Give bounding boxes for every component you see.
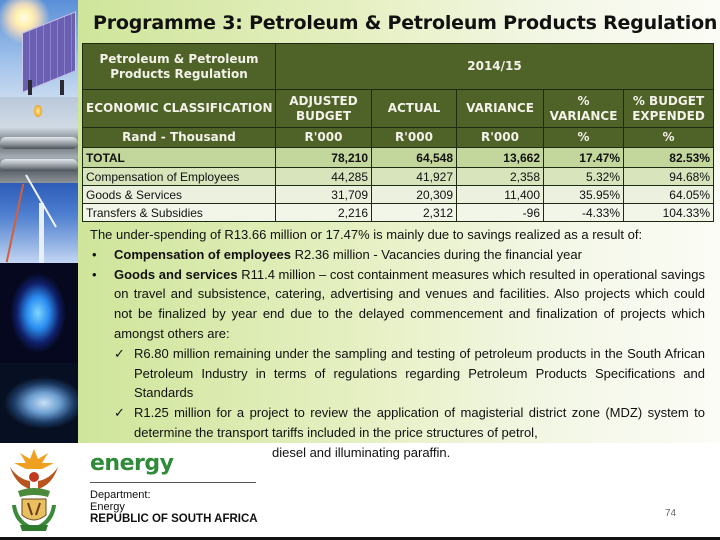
table-row: [83, 204, 714, 222]
fiscal-year-header: 2014/15: [276, 44, 714, 90]
col-header-pct-expended: % BUDGET EXPENDED: [624, 90, 714, 128]
table-corner-label: Petroleum & Petroleum Products Regulation: [83, 44, 276, 90]
solar-panel-image: [0, 0, 78, 97]
cell-adjusted-budget: 31,709: [276, 186, 372, 204]
unit-label: Rand - Thousand: [83, 128, 276, 148]
page-number: 74: [665, 508, 677, 519]
row-label: Compensation of Employees: [83, 168, 276, 186]
cell-pct-variance: -4.33%: [544, 204, 624, 222]
cell-adjusted-budget: 78,210: [276, 148, 372, 168]
cell-pct-expended: 64.05%: [624, 186, 714, 204]
col-header-actual: ACTUAL: [372, 90, 457, 128]
budget-table: [82, 43, 714, 222]
cell-pct-expended: 94.68%: [624, 168, 714, 186]
bullet-item: [90, 265, 705, 463]
wind-turbine-image: [0, 183, 78, 263]
pipeline-image: [0, 97, 78, 183]
cell-adjusted-budget: 44,285: [276, 168, 372, 186]
brand-divider: [90, 482, 256, 483]
narrative-intro: The under-spending of R13.66 million or 17.47% is mainly due to savings realized as a result of:: [90, 227, 643, 242]
department-label: Department:: [90, 489, 151, 501]
bullet-text: R11.4 million – cost containment measures which resulted in operational savings on travel and subsistence, catering, advertising and venues and facilities. Also projects which could not be finalized by year end due to the delayed commencement and finalization of projects which amongst others are:: [114, 266, 705, 341]
department-name: Energy: [90, 501, 125, 513]
bullet-item: [90, 245, 705, 265]
bullet-heading: Goods and services: [114, 266, 238, 282]
bullet-heading: Compensation of employees: [114, 246, 291, 262]
checkmark-icon: ✓: [114, 405, 125, 421]
check-text: R1.25 million for a project to review the application of magisterial district zone (MDZ) system to determine the transport tariffs included in the price structures of petrol,: [134, 405, 705, 440]
energy-bulb-image: [0, 363, 78, 443]
col-header-variance: VARIANCE: [457, 90, 544, 128]
row-label: Transfers & Subsidies: [83, 204, 276, 222]
bullet-list: [90, 245, 705, 463]
check-text: R6.80 million remaining under the sampling and testing of petroleum products in the South African Petroleum Industry in terms of regulations regarding Petroleum Products Specifications and Standards: [134, 345, 705, 401]
cell-actual: 2,312: [372, 204, 457, 222]
bullet-text: R2.36 million - Vacancies during the financial year: [290, 246, 582, 262]
unit-variance: R'000: [457, 128, 544, 148]
unit-pct-expended: %: [624, 128, 714, 148]
col-header-adjusted-budget: ADJUSTED BUDGET: [276, 90, 372, 128]
table-row: [83, 168, 714, 186]
table-row: [83, 186, 714, 204]
bullet-icon: •: [92, 246, 97, 262]
check-item: [114, 344, 705, 403]
cell-variance: 13,662: [457, 148, 544, 168]
cell-actual: 20,309: [372, 186, 457, 204]
cell-pct-variance: 35.95%: [544, 186, 624, 204]
table-row-total: [83, 148, 714, 168]
classification-header: ECONOMIC CLASSIFICATION: [83, 90, 276, 128]
cell-pct-variance: 17.47%: [544, 148, 624, 168]
check-text-last-line: diesel and illuminating paraffin.: [272, 444, 451, 460]
row-label: TOTAL: [83, 148, 276, 168]
row-label: Goods & Services: [83, 186, 276, 204]
unit-adjusted-budget: R'000: [276, 128, 372, 148]
cell-actual: 41,927: [372, 168, 457, 186]
cell-variance: -96: [457, 204, 544, 222]
check-list: [114, 344, 705, 463]
cell-variance: 11,400: [457, 186, 544, 204]
narrative: [90, 225, 705, 463]
unit-actual: R'000: [372, 128, 457, 148]
cell-variance: 2,358: [457, 168, 544, 186]
country-name: REPUBLIC OF SOUTH AFRICA: [90, 513, 258, 525]
cell-pct-variance: 5.32%: [544, 168, 624, 186]
cell-actual: 64,548: [372, 148, 457, 168]
cell-pct-expended: 104.33%: [624, 204, 714, 222]
slide-title: Programme 3: Petroleum & Petroleum Products Regulation: [93, 12, 718, 34]
gas-flame-image: [0, 263, 78, 363]
check-item: [114, 403, 705, 462]
coat-of-arms-icon: [8, 445, 60, 535]
cell-adjusted-budget: 2,216: [276, 204, 372, 222]
unit-pct-variance: %: [544, 128, 624, 148]
col-header-pct-variance: % VARIANCE: [544, 90, 624, 128]
bullet-icon: •: [92, 266, 97, 282]
cell-pct-expended: 82.53%: [624, 148, 714, 168]
brand-logo-text: energy: [90, 451, 174, 476]
left-image-strip: [0, 0, 78, 443]
checkmark-icon: ✓: [114, 345, 125, 361]
